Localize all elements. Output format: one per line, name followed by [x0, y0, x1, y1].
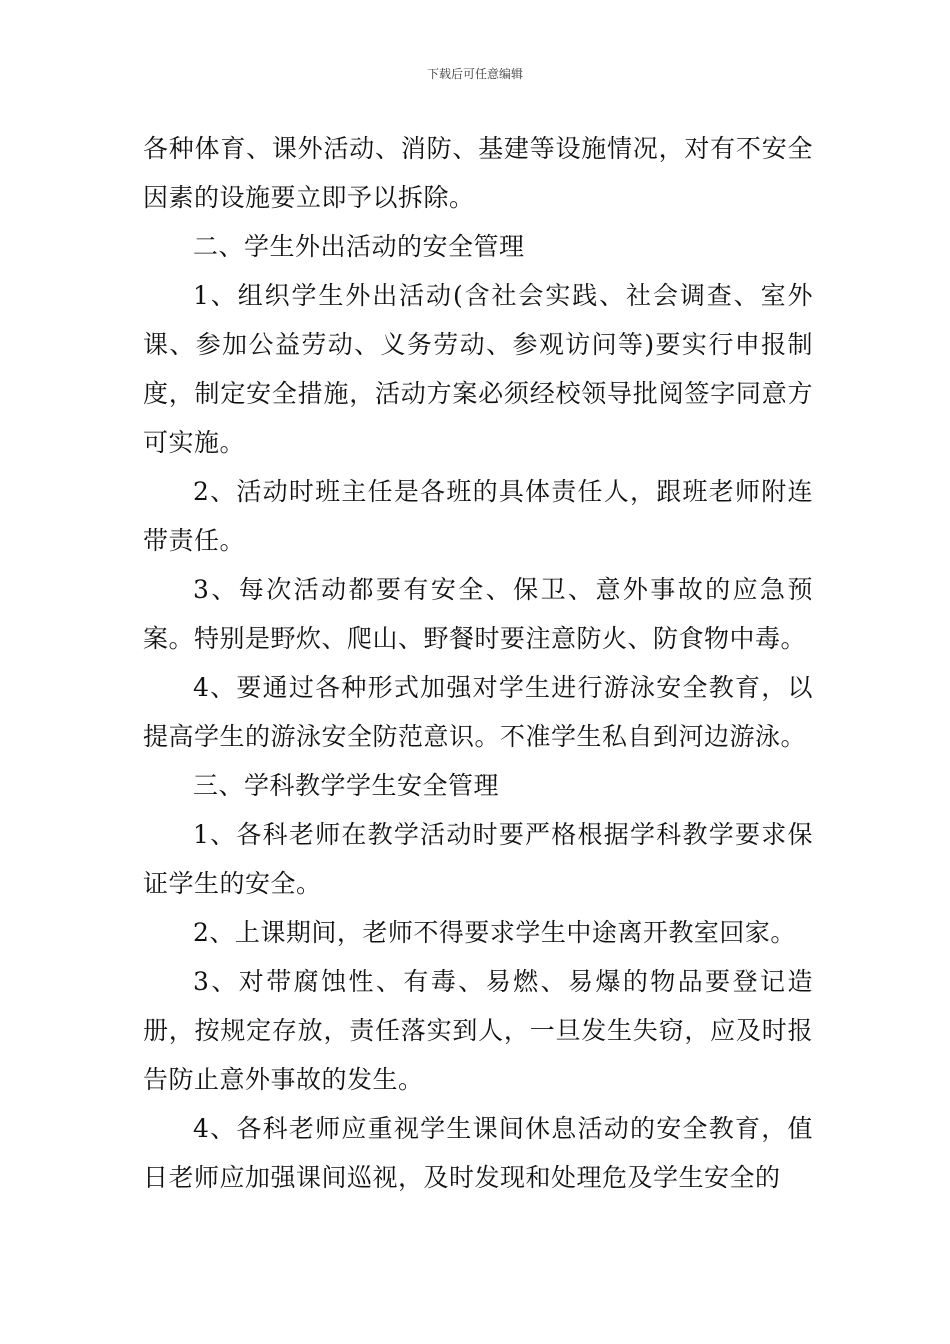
page-header: 下载后可任意编辑 — [426, 67, 523, 81]
paragraph-item: 1、组织学生外出活动(含社会实践、社会调查、室外课、参加公益劳动、义务劳动、参观访问等)要实行申报制度，制定安全措施，活动方案必须经校领导批阅签字同意方可实施。 — [143, 281, 813, 457]
paragraph-item: 4、各科老师应重视学生课间休息活动的安全教育，值日老师应加强课间巡视，及时发现和处理危及学生安全的 — [143, 1114, 813, 1192]
paragraph-item: 2、活动时班主任是各班的具体责任人，跟班老师附连带责任。 — [143, 477, 813, 555]
paragraph-item: 3、对带腐蚀性、有毒、易燃、易爆的物品要登记造册，按规定存放，责任落实到人，一旦发生失窃，应及时报告防止意外事故的发生。 — [143, 967, 813, 1094]
paragraph-item: 3、每次活动都要有安全、保卫、意外事故的应急预案。特别是野炊、爬山、野餐时要注意防火、防食物中毒。 — [143, 575, 813, 653]
section-heading-outing-safety: 二、学生外出活动的安全管理 — [193, 232, 525, 261]
paragraph-item: 2、上课期间，老师不得要求学生中途离开教室回家。 — [193, 918, 796, 947]
paragraph-item: 1、各科老师在教学活动时要严格根据学科教学要求保证学生的安全。 — [143, 820, 813, 898]
paragraph-item: 4、要通过各种形式加强对学生进行游泳安全教育，以提高学生的游泳安全防范意识。不准学生私自到河边游泳。 — [143, 673, 813, 751]
document-body — [143, 124, 813, 1202]
paragraph-continuation: 各种体育、课外活动、消防、基建等设施情况，对有不安全因素的设施要立即予以拆除。 — [143, 134, 813, 212]
section-heading-teaching-safety: 三、学科教学学生安全管理 — [193, 771, 500, 800]
